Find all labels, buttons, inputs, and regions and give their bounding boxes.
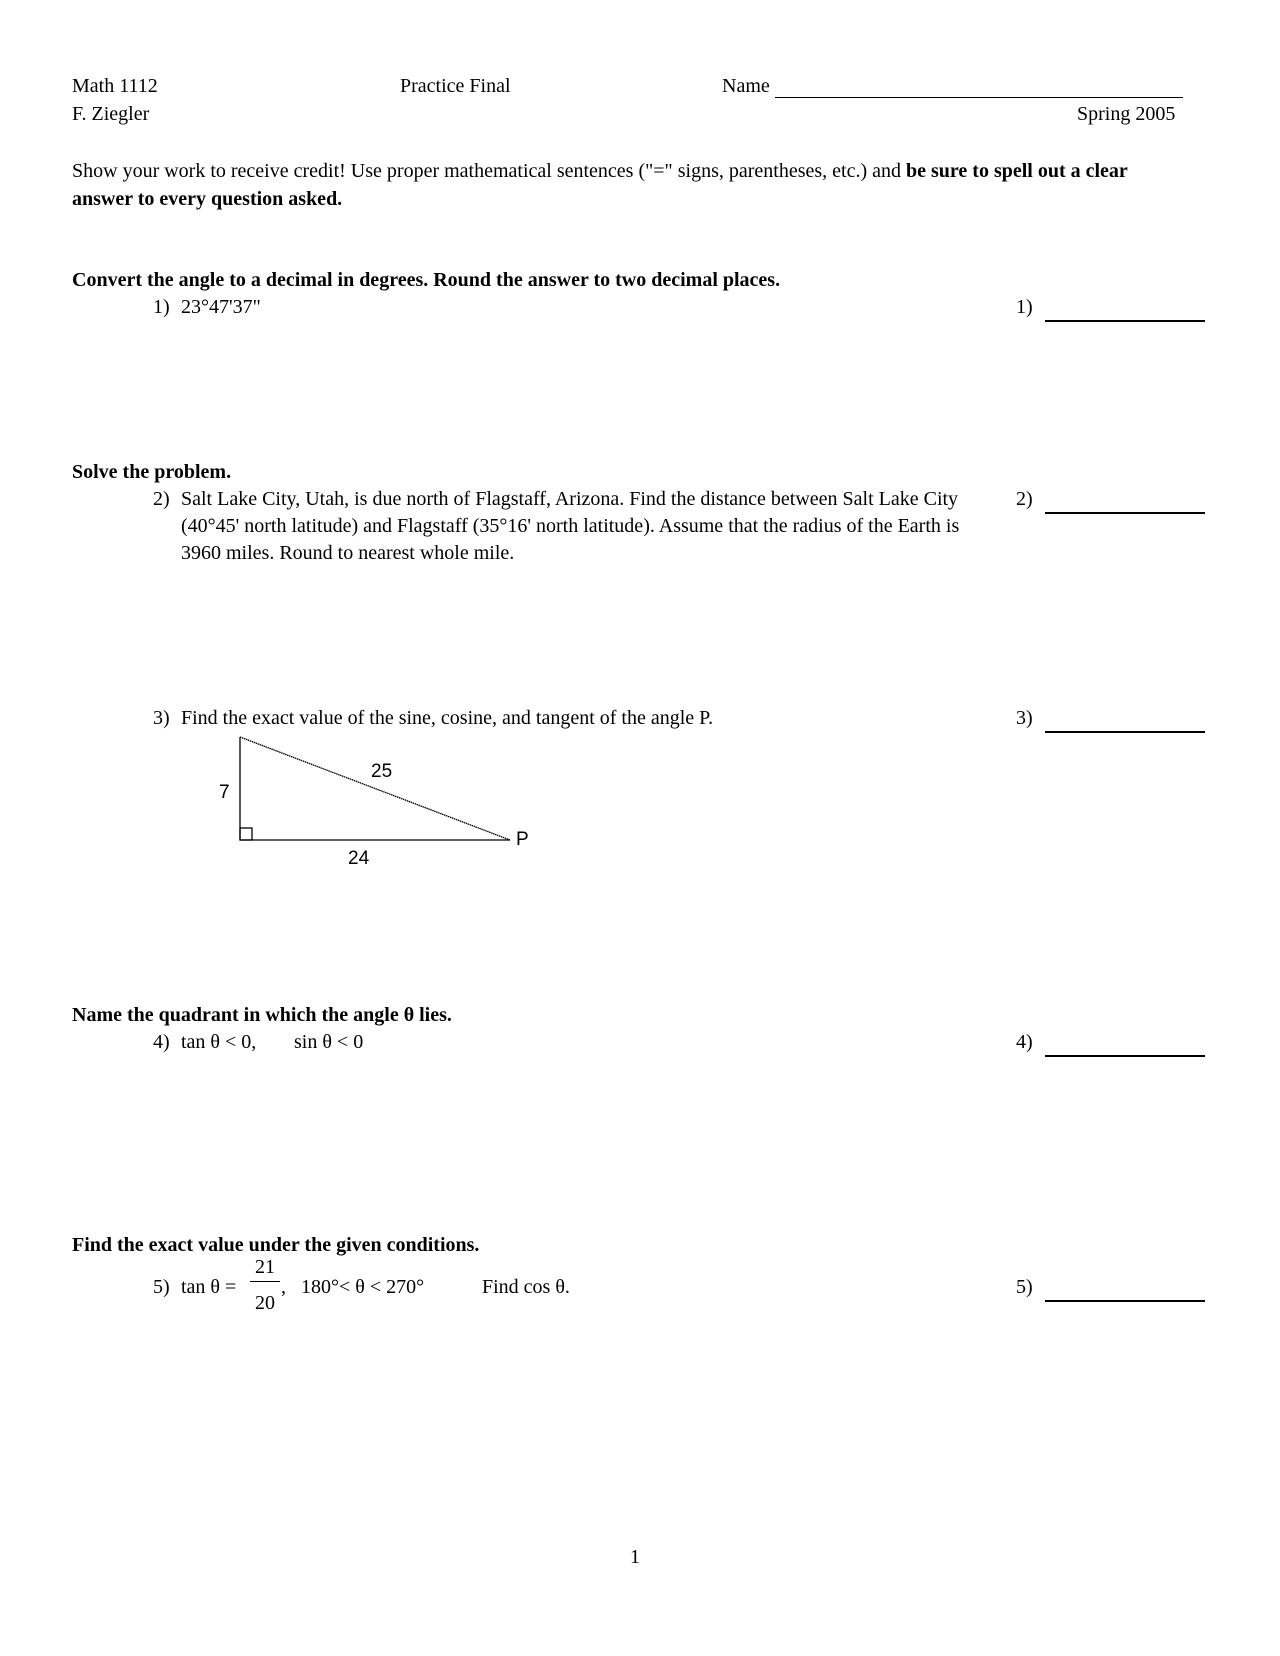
- triangle-diagram: [200, 725, 529, 875]
- problem-number: 1): [153, 296, 170, 318]
- right-angle-marker: [240, 828, 252, 840]
- problem-number: 5): [153, 1276, 170, 1298]
- side-label-24: 24: [348, 848, 370, 869]
- instructions: [72, 157, 1192, 213]
- problem-task: Find cos θ.: [482, 1276, 570, 1298]
- answer-blank[interactable]: [1045, 512, 1205, 514]
- problem-text-tan: tan θ < 0,: [181, 1031, 257, 1053]
- problem-number: 3): [153, 707, 170, 729]
- answer-label: 3): [1016, 707, 1033, 729]
- answer-label: 1): [1016, 296, 1033, 318]
- problem-text: 23°47'37": [181, 296, 261, 318]
- triangle-hypotenuse: [240, 737, 510, 840]
- answer-blank[interactable]: [1045, 320, 1205, 322]
- instructions-text: Show your work to receive credit! Use proper mathematical sentences ("=" signs, parentheses, etc.) and: [72, 160, 906, 182]
- answer-label: 4): [1016, 1031, 1033, 1053]
- side-label-25: 25: [371, 761, 393, 782]
- problem-text-sin: sin θ < 0: [294, 1031, 364, 1053]
- fraction-numerator: 21: [255, 1256, 275, 1278]
- answer-label: 5): [1016, 1276, 1033, 1298]
- answer-blank[interactable]: [1045, 1055, 1205, 1057]
- problem-text: Salt Lake City, Utah, is due north of Flagstaff, Arizona. Find the distance between Salt Lake City (40°45' north latitude) and Flagstaff (35°16' north latitude). Assume that the radius of the Earth is 3960 miles. Round to nearest whole mile.: [181, 488, 960, 564]
- answer-blank[interactable]: [1045, 731, 1205, 733]
- fraction-comma: ,: [281, 1276, 286, 1298]
- problem-number: 4): [153, 1031, 170, 1053]
- vertex-label-p: P: [516, 829, 529, 850]
- section-heading-solve: Solve the problem.: [72, 461, 232, 483]
- answer-label: 2): [1016, 488, 1033, 510]
- section-heading-convert: Convert the angle to a decimal in degrees. Round the answer to two decimal places.: [72, 269, 781, 291]
- side-label-7: 7: [219, 782, 230, 803]
- name-label: Name: [722, 75, 770, 97]
- fraction-denominator: 20: [255, 1292, 275, 1314]
- document-title: Practice Final: [400, 75, 511, 97]
- term-label: Spring 2005: [1077, 103, 1176, 125]
- answer-blank[interactable]: [1045, 1300, 1205, 1302]
- problem-text-prefix: tan θ =: [181, 1276, 237, 1298]
- instructions-emphasis: be sure to spell out a clear answer to every question asked.: [72, 160, 1128, 210]
- page-number: 1: [630, 1546, 640, 1568]
- section-heading-quadrant: Name the quadrant in which the angle θ lies.: [72, 1004, 452, 1026]
- instructor-name: F. Ziegler: [72, 103, 150, 125]
- problem-number: 2): [153, 488, 170, 510]
- section-heading-exact-value: Find the exact value under the given conditions.: [72, 1234, 480, 1256]
- name-field[interactable]: [775, 97, 1183, 98]
- problem-text: Find the exact value of the sine, cosine, and tangent of the angle P.: [181, 707, 714, 729]
- problem-range: 180°< θ < 270°: [301, 1276, 425, 1298]
- fraction-bar: [250, 1281, 280, 1282]
- course-title: Math 1112: [72, 75, 158, 97]
